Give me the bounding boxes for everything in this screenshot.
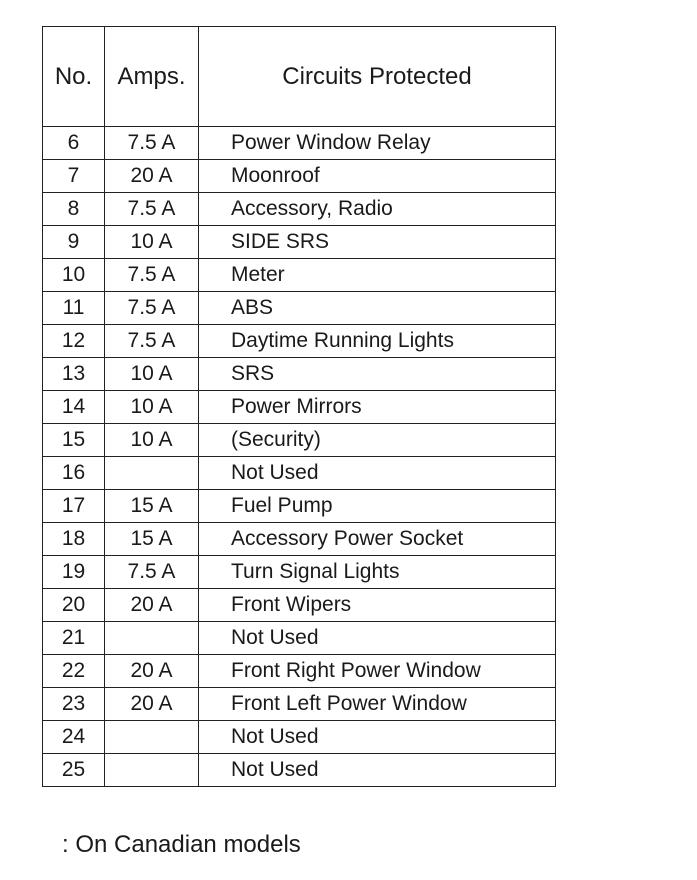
fuse-number: 16 bbox=[43, 457, 105, 490]
fuse-number: 9 bbox=[43, 226, 105, 259]
fuse-number: 25 bbox=[43, 754, 105, 787]
table-row bbox=[43, 523, 556, 556]
circuit-protected: Front Right Power Window bbox=[199, 655, 556, 688]
circuit-protected: Turn Signal Lights bbox=[199, 556, 556, 589]
circuit-protected: Not Used bbox=[199, 457, 556, 490]
table-row bbox=[43, 589, 556, 622]
table-row bbox=[43, 721, 556, 754]
fuse-amps: 10 A bbox=[105, 391, 199, 424]
circuit-protected: Accessory Power Socket bbox=[199, 523, 556, 556]
table-row bbox=[43, 391, 556, 424]
circuit-protected: Power Mirrors bbox=[199, 391, 556, 424]
table-row bbox=[43, 457, 556, 490]
table-row bbox=[43, 325, 556, 358]
fuse-amps: 10 A bbox=[105, 226, 199, 259]
table-row bbox=[43, 127, 556, 160]
fuse-number: 23 bbox=[43, 688, 105, 721]
header-circuits-protected: Circuits Protected bbox=[199, 27, 556, 127]
fuse-amps: 15 A bbox=[105, 523, 199, 556]
table-row bbox=[43, 358, 556, 391]
fuse-number: 13 bbox=[43, 358, 105, 391]
fuse-number: 10 bbox=[43, 259, 105, 292]
circuit-protected: Front Wipers bbox=[199, 589, 556, 622]
table-row bbox=[43, 655, 556, 688]
fuse-number: 15 bbox=[43, 424, 105, 457]
circuit-protected: Fuel Pump bbox=[199, 490, 556, 523]
fuse-amps: 10 A bbox=[105, 358, 199, 391]
table-body bbox=[43, 127, 556, 787]
table-row bbox=[43, 424, 556, 457]
fuse-number: 14 bbox=[43, 391, 105, 424]
circuit-protected: Daytime Running Lights bbox=[199, 325, 556, 358]
fuse-amps: 7.5 A bbox=[105, 259, 199, 292]
table-row bbox=[43, 259, 556, 292]
fuse-number: 17 bbox=[43, 490, 105, 523]
fuse-number: 11 bbox=[43, 292, 105, 325]
circuit-protected: (Security) bbox=[199, 424, 556, 457]
header-no: No. bbox=[43, 27, 105, 127]
table-row bbox=[43, 292, 556, 325]
table-row bbox=[43, 160, 556, 193]
fuse-amps: 7.5 A bbox=[105, 325, 199, 358]
fuse-amps: 20 A bbox=[105, 655, 199, 688]
fuse-number: 7 bbox=[43, 160, 105, 193]
header-amps: Amps. bbox=[105, 27, 199, 127]
circuit-protected: SRS bbox=[199, 358, 556, 391]
fuse-number: 24 bbox=[43, 721, 105, 754]
fuse-amps: 15 A bbox=[105, 490, 199, 523]
fuse-number: 12 bbox=[43, 325, 105, 358]
fuse-amps: 7.5 A bbox=[105, 556, 199, 589]
fuse-number: 19 bbox=[43, 556, 105, 589]
fuse-amps: 7.5 A bbox=[105, 193, 199, 226]
fuse-number: 20 bbox=[43, 589, 105, 622]
fuse-amps: 20 A bbox=[105, 589, 199, 622]
circuit-protected: ABS bbox=[199, 292, 556, 325]
fuse-number: 8 bbox=[43, 193, 105, 226]
table-row bbox=[43, 754, 556, 787]
fuse-amps: 7.5 A bbox=[105, 292, 199, 325]
circuit-protected: Not Used bbox=[199, 622, 556, 655]
circuit-protected: Meter bbox=[199, 259, 556, 292]
circuit-protected: Moonroof bbox=[199, 160, 556, 193]
table-row bbox=[43, 226, 556, 259]
table-header-row bbox=[43, 27, 556, 127]
circuit-protected: Power Window Relay bbox=[199, 127, 556, 160]
circuit-protected: Not Used bbox=[199, 754, 556, 787]
fuse-amps bbox=[105, 457, 199, 490]
fuse-amps: 10 A bbox=[105, 424, 199, 457]
fuse-amps: 20 A bbox=[105, 688, 199, 721]
fuse-number: 18 bbox=[43, 523, 105, 556]
fuse-amps bbox=[105, 721, 199, 754]
fuse-number: 22 bbox=[43, 655, 105, 688]
circuit-protected: SIDE SRS bbox=[199, 226, 556, 259]
fuse-table bbox=[42, 26, 556, 787]
table-row bbox=[43, 556, 556, 589]
table-row bbox=[43, 193, 556, 226]
table-row bbox=[43, 688, 556, 721]
fuse-amps: 7.5 A bbox=[105, 127, 199, 160]
table-row bbox=[43, 622, 556, 655]
circuit-protected: Accessory, Radio bbox=[199, 193, 556, 226]
fuse-amps: 20 A bbox=[105, 160, 199, 193]
fuse-number: 21 bbox=[43, 622, 105, 655]
footnote: : On Canadian models bbox=[62, 831, 301, 858]
circuit-protected: Front Left Power Window bbox=[199, 688, 556, 721]
fuse-amps bbox=[105, 622, 199, 655]
circuit-protected: Not Used bbox=[199, 721, 556, 754]
fuse-number: 6 bbox=[43, 127, 105, 160]
table-row bbox=[43, 490, 556, 523]
fuse-amps bbox=[105, 754, 199, 787]
